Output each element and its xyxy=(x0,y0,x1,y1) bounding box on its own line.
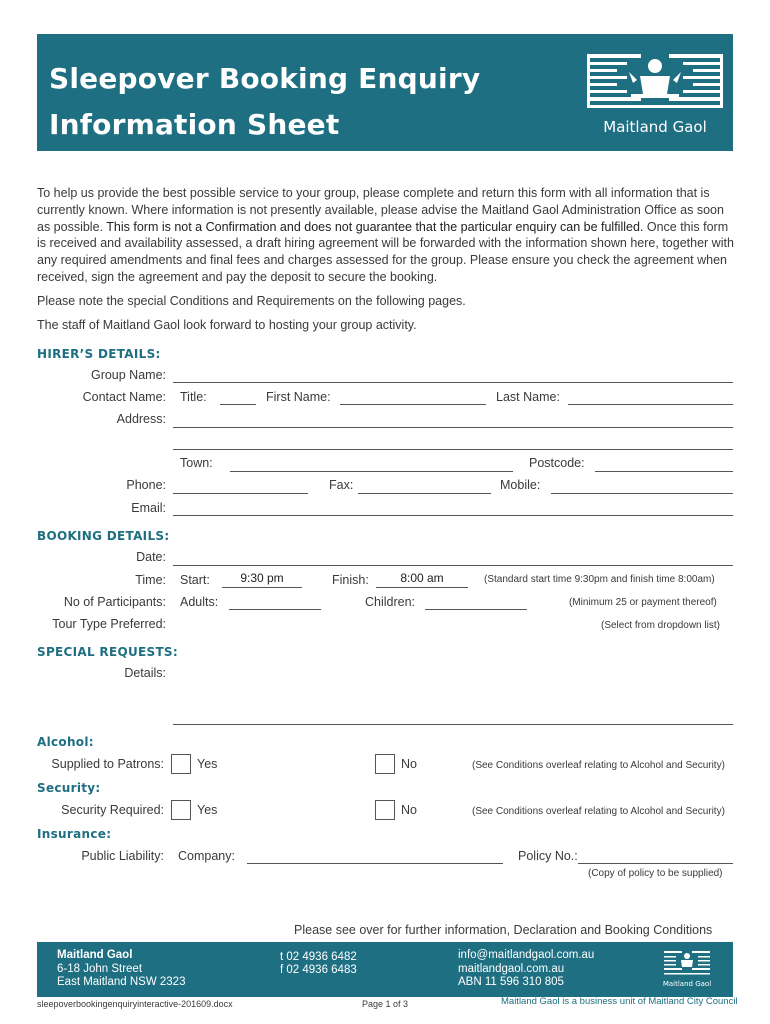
fax-label: Fax: xyxy=(329,478,354,492)
policy-field[interactable] xyxy=(578,863,733,864)
security-heading: Security: xyxy=(37,781,101,795)
first-name-field[interactable] xyxy=(340,404,486,405)
file-name: sleepoverbookingenquiryinteractive-201609.docx xyxy=(37,999,233,1009)
footer-logo xyxy=(663,949,711,990)
email-field[interactable] xyxy=(173,515,733,516)
alcohol-yes-checkbox[interactable] xyxy=(171,754,191,774)
phone-label: Phone: xyxy=(126,478,166,492)
footer-logo-text: Maitland Gaol xyxy=(663,980,711,988)
company-label: Company: xyxy=(178,849,235,863)
title-label: Title: xyxy=(180,390,207,404)
fax-field[interactable] xyxy=(358,493,491,494)
company-field[interactable] xyxy=(247,863,503,864)
time-note: (Standard start time 9:30pm and finish time 8:00am) xyxy=(484,574,715,585)
page-title-line1: Sleepover Booking Enquiry xyxy=(49,62,481,95)
intro-p1c: Once this form is received and availability assessed, a draft hiring agreement will be forwarded with the information shown here, together with any required amendments and final fees and charges assessed for the group. Please ensure you check the agreement when received, sign the agreement and pay the deposit to secure the booking. xyxy=(37,219,734,284)
town-label: Town: xyxy=(180,456,213,470)
date-label: Date: xyxy=(136,550,166,564)
start-field[interactable] xyxy=(222,587,302,588)
children-label: Children: xyxy=(365,595,416,609)
alcohol-yes-label: Yes xyxy=(197,757,218,771)
start-label: Start: xyxy=(180,573,210,587)
tour-type-note: (Select from dropdown list) xyxy=(601,620,720,631)
phone-field[interactable] xyxy=(173,493,308,494)
security-no-checkbox[interactable] xyxy=(375,800,395,820)
town-field[interactable] xyxy=(230,471,513,472)
mobile-label: Mobile: xyxy=(500,478,541,492)
finish-label: Finish: xyxy=(332,573,369,587)
tour-type-label: Tour Type Preferred: xyxy=(52,617,166,631)
booking-heading: BOOKING DETAILS: xyxy=(37,529,170,543)
special-requests-heading: SPECIAL REQUESTS: xyxy=(37,645,178,659)
footer-banner xyxy=(37,942,733,997)
security-note: (See Conditions overleaf relating to Alcohol and Security) xyxy=(472,806,725,817)
security-required-label: Security Required: xyxy=(61,803,164,817)
footer-website[interactable]: maitlandgaol.com.au xyxy=(458,963,565,975)
maitland-gaol-logo xyxy=(585,50,725,142)
intro-p1b: This form is not a Confirmation and does not guarantee that the particular enquiry can be fulfilled. xyxy=(106,219,644,234)
mobile-field[interactable] xyxy=(551,493,733,494)
footer-street: 6-18 John Street xyxy=(57,963,143,975)
address-field-line2[interactable] xyxy=(173,449,733,450)
header-banner xyxy=(37,34,733,151)
page-title-line2: Information Sheet xyxy=(49,108,340,141)
last-name-field[interactable] xyxy=(568,404,733,405)
postcode-field[interactable] xyxy=(595,471,733,472)
title-field[interactable] xyxy=(220,404,256,405)
first-name-label: First Name: xyxy=(266,390,331,404)
footer-email[interactable]: info@maitlandgaol.com.au xyxy=(458,949,595,961)
participants-note: (Minimum 25 or payment thereof) xyxy=(569,597,717,608)
alcohol-no-checkbox[interactable] xyxy=(375,754,395,774)
hirer-heading: HIRER’S DETAILS: xyxy=(37,347,161,361)
footer-org: Maitland Gaol xyxy=(57,949,133,961)
group-name-label: Group Name: xyxy=(90,368,166,382)
finish-field[interactable] xyxy=(376,587,468,588)
participants-label: No of Participants: xyxy=(63,595,166,609)
contact-name-label: Contact Name: xyxy=(82,390,166,404)
intro-hosting-note: The staff of Maitland Gaol look forward to hosting your group activity. xyxy=(37,318,417,332)
security-yes-checkbox[interactable] xyxy=(171,800,191,820)
postcode-label: Postcode: xyxy=(529,456,585,470)
details-label: Details: xyxy=(124,666,166,680)
footer-abn: ABN 11 596 310 805 xyxy=(458,976,564,988)
page-number: Page 1 of 3 xyxy=(362,999,409,1009)
public-liability-label: Public Liability: xyxy=(81,849,164,863)
council-note: Maitland Gaol is a business unit of Maitland City Council xyxy=(501,996,738,1007)
footer-suburb: East Maitland NSW 2323 xyxy=(57,976,186,988)
children-field[interactable] xyxy=(425,609,527,610)
footer-phone: t 02 4936 6482 xyxy=(280,951,357,963)
security-yes-label: Yes xyxy=(197,803,218,817)
alcohol-note: (See Conditions overleaf relating to Alcohol and Security) xyxy=(472,760,725,771)
address-label: Address: xyxy=(116,412,166,426)
details-field[interactable] xyxy=(173,724,733,725)
date-field[interactable] xyxy=(173,565,733,566)
alcohol-supplied-label: Supplied to Patrons: xyxy=(51,757,164,771)
logo-text: Maitland Gaol xyxy=(603,118,707,136)
intro-p1a: To help us provide the best possible service to your group, please complete and return this form with all information that is currently known. Where information is not presently available, please advise the Maitland Gaol Administration Office as soon as possible. xyxy=(37,186,724,234)
last-name-label: Last Name: xyxy=(496,390,560,404)
alcohol-heading: Alcohol: xyxy=(37,735,94,749)
email-label: Email: xyxy=(131,501,166,515)
start-value: 9:30 pm xyxy=(240,571,284,585)
finish-value: 8:00 am xyxy=(400,571,444,585)
group-name-field[interactable] xyxy=(173,382,733,383)
policy-label: Policy No.: xyxy=(518,849,578,863)
adults-label: Adults: xyxy=(180,595,219,609)
policy-note: (Copy of policy to be supplied) xyxy=(588,868,723,879)
see-over-note: Please see over for further information, Declaration and Booking Conditions xyxy=(294,923,713,937)
intro-text xyxy=(37,185,737,286)
time-label: Time: xyxy=(135,573,166,587)
footer-fax: f 02 4936 6483 xyxy=(280,964,357,976)
alcohol-no-label: No xyxy=(401,757,417,771)
intro-conditions-note: Please note the special Conditions and Requirements on the following pages. xyxy=(37,294,466,308)
insurance-heading: Insurance: xyxy=(37,827,112,841)
adults-field[interactable] xyxy=(229,609,321,610)
address-field-line1[interactable] xyxy=(173,427,733,428)
security-no-label: No xyxy=(401,803,417,817)
